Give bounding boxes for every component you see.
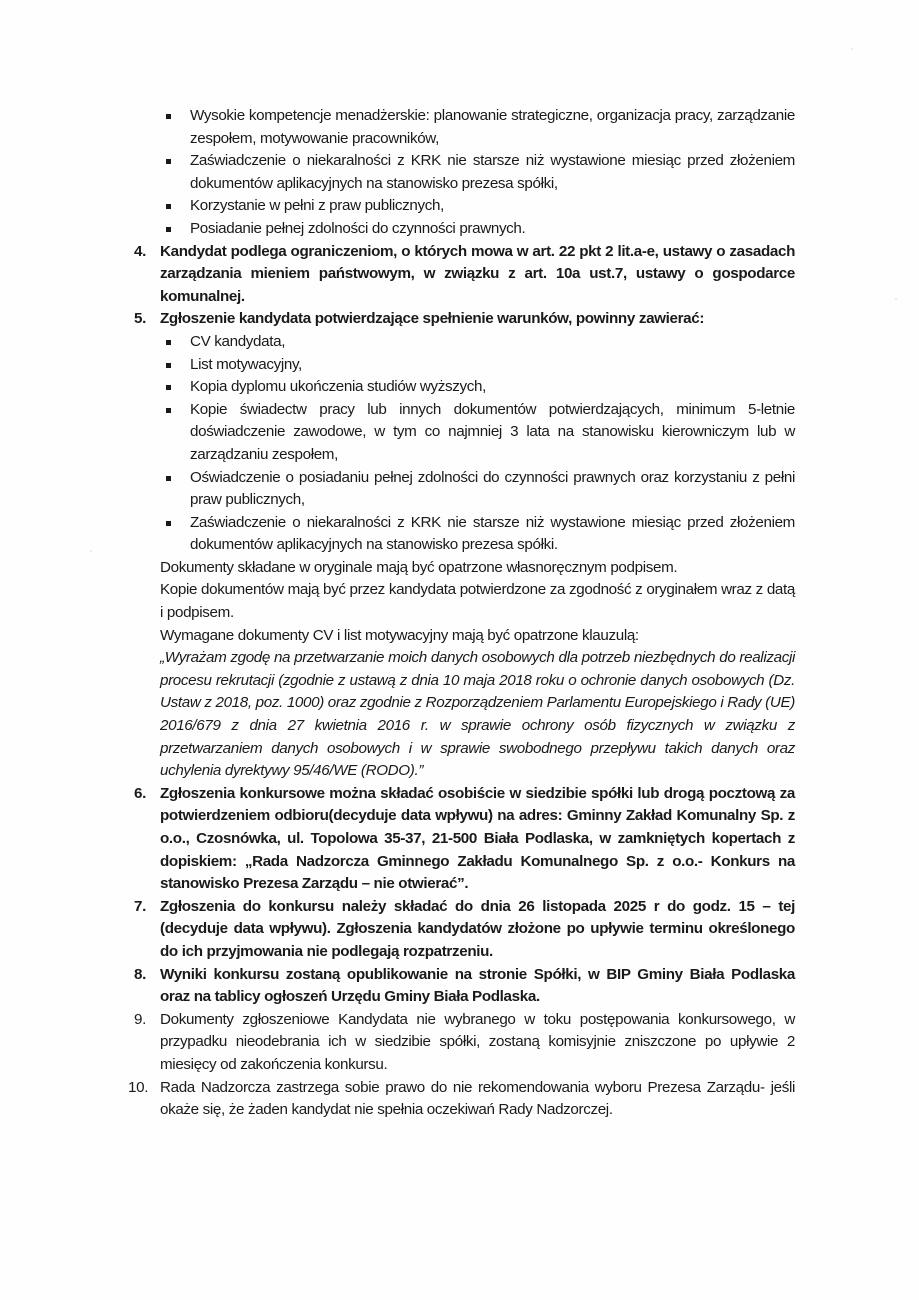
item-number: 6.: [134, 784, 146, 802]
bullet-item: Posiadanie pełnej zdolności do czynności prawnych.: [190, 218, 795, 241]
bullet-item: Kopia dyplomu ukończenia studiów wyższych,: [190, 376, 795, 399]
numbered-item-6: [134, 783, 795, 896]
bullet-item: Kopie świadectw pracy lub innych dokumentów potwierdzających, minimum 5-letnie doświadczenie zawodowe, w tym co najmniej 3 lata na stanowisku kierowniczym lub w zarządzaniu zespołem,: [190, 399, 795, 467]
gdpr-consent-clause: „Wyrażam zgodę na przetwarzanie moich danych osobowych dla potrzeb niezbędnych do realizacji procesu rekrutacji (zgodnie z ustawą z dnia 10 maja 2018 roku o ochronie danych osobowych (Dz. Ustaw z 2018, poz. 1000) oraz zgodnie z Rozporządzeniem Parlamentu Europejskiego i Rady (UE) 2016/679 z dnia 27 kwietnia 2016 r. w sprawie ochrony osób fizycznych w związku z przetwarzaniem danych osobowych i w sprawie swobodnego przepływu takich danych oraz uchylenia dyrektywy 95/46/WE (RODO).”: [160, 649, 795, 780]
item-number: 8.: [134, 965, 146, 983]
paragraph: Kopie dokumentów mają być przez kandydata potwierdzone za zgodność z oryginałem wraz z datą i podpisem.: [160, 581, 795, 622]
numbered-item-5: [134, 308, 795, 331]
numbered-item-7: [134, 896, 795, 964]
item-number: 10.: [128, 1078, 149, 1096]
application-documents-list: [134, 331, 795, 557]
numbered-item-10: [128, 1077, 795, 1122]
scan-speck: [851, 48, 853, 50]
item-number: 7.: [134, 897, 146, 915]
bullet-item: List motywacyjny,: [190, 354, 795, 377]
item-text: Zgłoszenie kandydata potwierdzające spełnienie warunków, powinny zawierać:: [160, 310, 705, 328]
item-text: Rada Nadzorcza zastrzega sobie prawo do nie rekomendowania wyboru Prezesa Zarządu- jeśli okaże się, że żaden kandydat nie spełnia oczekiwań Rady Nadzorczej.: [160, 1078, 795, 1119]
numbered-item-4: [134, 241, 795, 309]
paragraph: Wymagane dokumenty CV i list motywacyjny mają być opatrzone klauzulą:: [160, 626, 639, 644]
bullet-item: Korzystanie w pełni z praw publicznych,: [190, 195, 795, 218]
numbered-item-8: [134, 964, 795, 1009]
item-number: 5.: [134, 310, 146, 328]
item-text: Kandydat podlega ograniczeniom, o których mowa w art. 22 pkt 2 lit.a-e, ustawy o zasadach zarządzania mieniem państwowym, w związku z art. 10a ust.7, ustawy o gospodarce komunalnej.: [160, 242, 795, 305]
item-number: 9.: [134, 1010, 146, 1028]
bullet-item: Oświadczenie o posiadaniu pełnej zdolności do czynności prawnych oraz korzystaniu z pełni praw publicznych,: [190, 467, 795, 512]
scan-speck: [895, 298, 897, 300]
item-text: Wyniki konkursu zostaną opublikowanie na stronie Spółki, w BIP Gminy Biała Podlaska oraz na tablicy ogłoszeń Urzędu Gminy Biała Podlaska.: [160, 965, 795, 1006]
requirements-bullet-list: [134, 105, 795, 241]
bullet-item: Zaświadczenie o niekaralności z KRK nie starsze niż wystawione miesiąc przed złożeniem dokumentów aplikacyjnych na stanowisko prezesa spółki,: [190, 150, 795, 195]
item-number: 4.: [134, 242, 146, 260]
bullet-item: CV kandydata,: [190, 331, 795, 354]
document-body: [128, 105, 795, 1122]
bullet-item: Zaświadczenie o niekaralności z KRK nie starsze niż wystawione miesiąc przed złożeniem dokumentów aplikacyjnych na stanowisko prezesa spółki.: [190, 512, 795, 557]
item-text: Dokumenty zgłoszeniowe Kandydata nie wybranego w toku postępowania konkursowego, w przypadku nieodebrania ich w siedzibie spółki, zostaną komisyjnie zniszczone po upływie 2 miesięcy od zakończenia konkursu.: [160, 1010, 795, 1073]
numbered-item-9: [134, 1009, 795, 1077]
item-text: Zgłoszenia do konkursu należy składać do dnia 26 listopada 2025 r do godz. 15 – tej (decyduje data wpływu). Zgłoszenia kandydatów złożone po upływie terminu określonego do ich przyjmowania nie podlegają rozpatrzeniu.: [160, 897, 795, 960]
paragraph: Dokumenty składane w oryginale mają być opatrzone własnoręcznym podpisem.: [160, 558, 678, 576]
scan-speck: [90, 550, 92, 552]
item-text: Zgłoszenia konkursowe można składać osobiście w siedzibie spółki lub drogą pocztową za potwierdzeniem odbioru(decyduje data wpływu) na adres: Gminny Zakład Komunalny Sp. z o.o., Czosnówka, ul. Topolowa 35-37, 21-500 Biała Podlaska, w zamkniętych kopertach z dopiskiem: „Rada Nadzorcza Gminnego Zakładu Komunalnego Sp. z o.o.- Konkurs na stanowisko Prezesa Zarządu – nie otwierać”.: [160, 784, 795, 893]
bullet-item: Wysokie kompetencje menadżerskie: planowanie strategiczne, organizacja pracy, zarządzanie zespołem, motywowanie pracowników,: [190, 105, 795, 150]
